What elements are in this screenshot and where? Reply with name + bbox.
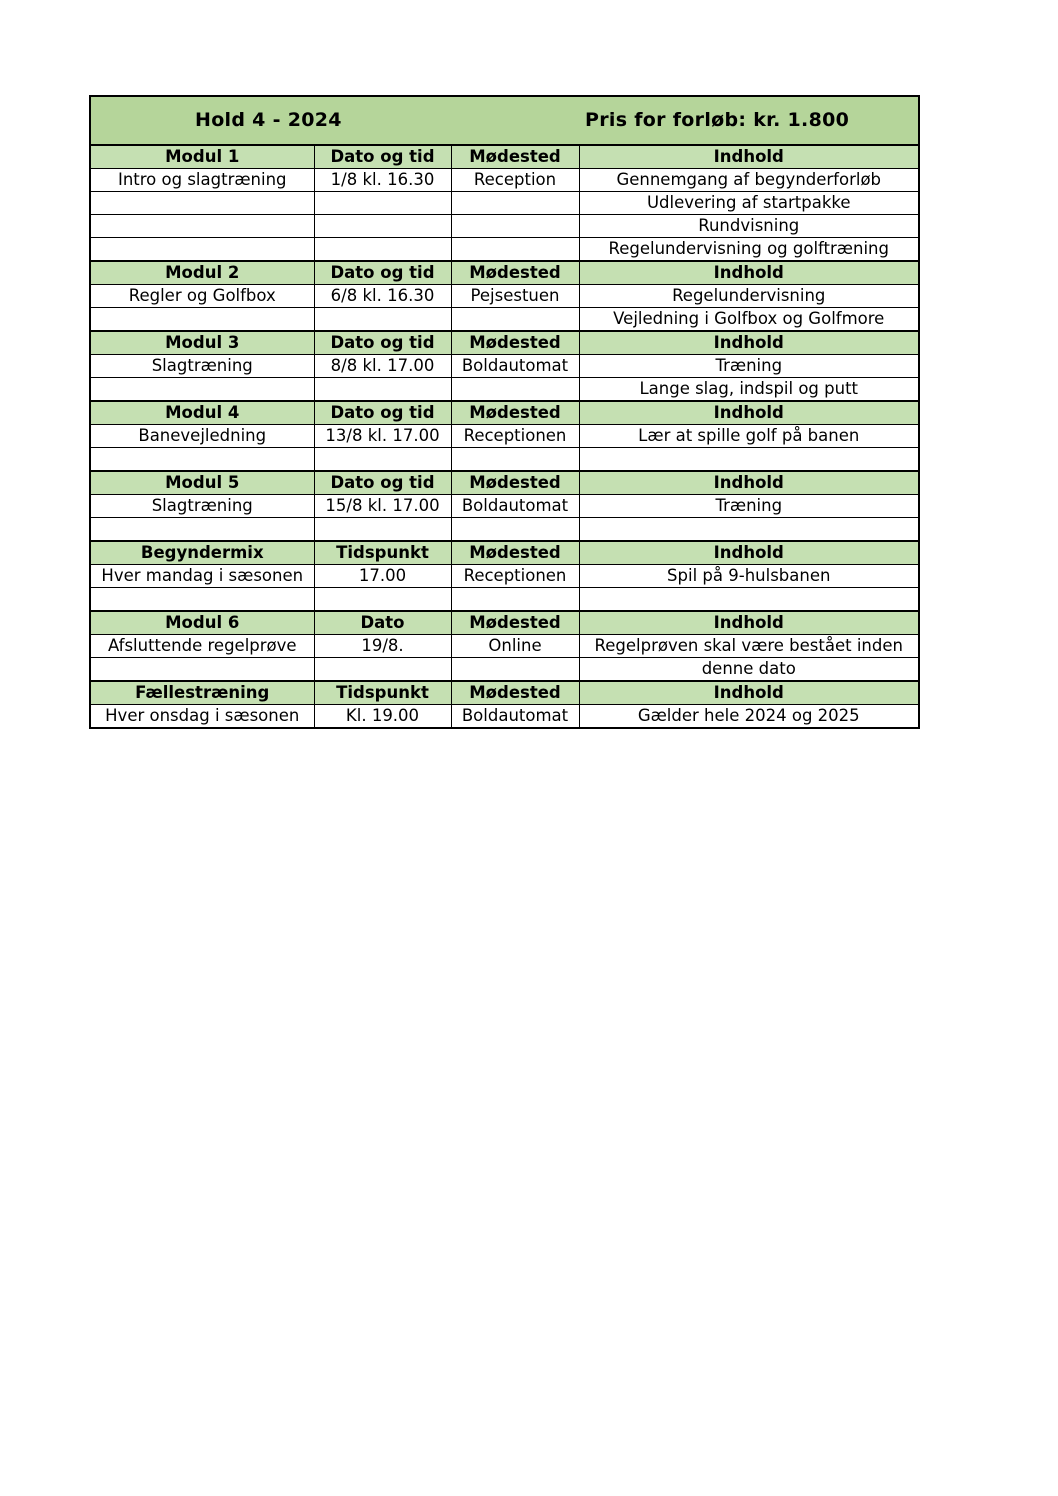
cell-module [91,588,314,612]
table-row [91,448,918,472]
header-cell-meeting-place: Mødested [451,611,579,635]
section-header-row [91,471,918,495]
cell-meeting-place [451,448,579,472]
cell-module [91,448,314,472]
cell-content: Træning [579,495,918,518]
cell-content: Regelundervisning [579,285,918,308]
cell-meeting-place: Boldautomat [451,355,579,378]
table-row [91,518,918,542]
cell-date-time [314,518,451,542]
cell-meeting-place: Boldautomat [451,495,579,518]
cell-date-time: 17.00 [314,565,451,588]
section-header-row [91,331,918,355]
cell-content: denne dato [579,658,918,682]
cell-module [91,518,314,542]
cell-module: Hver mandag i sæsonen [91,565,314,588]
cell-content: Spil på 9-hulsbanen [579,565,918,588]
cell-content: Træning [579,355,918,378]
schedule-table [91,146,918,727]
cell-meeting-place [451,215,579,238]
header-cell-meeting-place: Mødested [451,471,579,495]
header-cell-meeting-place: Mødested [451,681,579,705]
table-row [91,355,918,378]
header-cell-content: Indhold [579,471,918,495]
header-cell-date-time: Dato og tid [314,261,451,285]
cell-module: Intro og slagtræning [91,169,314,192]
cell-content: Vejledning i Golfbox og Golfmore [579,308,918,332]
table-row [91,215,918,238]
table-row [91,658,918,682]
table-row [91,378,918,402]
header-cell-content: Indhold [579,681,918,705]
cell-meeting-place [451,378,579,402]
cell-date-time [314,308,451,332]
cell-meeting-place: Online [451,635,579,658]
schedule-sheet [89,95,920,729]
cell-content [579,448,918,472]
header-cell-content: Indhold [579,331,918,355]
table-row [91,588,918,612]
cell-date-time [314,588,451,612]
header-cell-date-time: Dato og tid [314,146,451,169]
cell-date-time: 8/8 kl. 17.00 [314,355,451,378]
header-cell-date-time: Tidspunkt [314,681,451,705]
cell-date-time [314,192,451,215]
cell-meeting-place [451,518,579,542]
cell-content: Udlevering af startpakke [579,192,918,215]
section-header-row [91,261,918,285]
cell-date-time [314,238,451,262]
cell-meeting-place [451,192,579,215]
header-cell-content: Indhold [579,146,918,169]
cell-date-time [314,215,451,238]
header-cell-module: Modul 2 [91,261,314,285]
table-row [91,169,918,192]
cell-module: Afsluttende regelprøve [91,635,314,658]
header-cell-date-time: Dato og tid [314,331,451,355]
section-header-row [91,401,918,425]
cell-module [91,658,314,682]
cell-meeting-place [451,658,579,682]
header-cell-content: Indhold [579,541,918,565]
cell-date-time: Kl. 19.00 [314,705,451,728]
header-cell-date-time: Dato [314,611,451,635]
cell-content: Regelprøven skal være bestået inden [579,635,918,658]
header-cell-module: Modul 3 [91,331,314,355]
header-cell-module: Fællestræning [91,681,314,705]
cell-module [91,308,314,332]
cell-content: Lange slag, indspil og putt [579,378,918,402]
cell-module: Hver onsdag i sæsonen [91,705,314,728]
cell-date-time: 13/8 kl. 17.00 [314,425,451,448]
header-cell-content: Indhold [579,401,918,425]
header-cell-date-time: Dato og tid [314,401,451,425]
header-cell-module: Begyndermix [91,541,314,565]
team-title: Hold 4 - 2024 [195,109,342,131]
cell-meeting-place [451,308,579,332]
table-row [91,308,918,332]
header-cell-meeting-place: Mødested [451,331,579,355]
cell-module [91,215,314,238]
cell-module [91,238,314,262]
cell-content: Gennemgang af begynderforløb [579,169,918,192]
table-row [91,285,918,308]
table-row [91,705,918,728]
cell-meeting-place [451,588,579,612]
header-cell-content: Indhold [579,261,918,285]
cell-date-time [314,448,451,472]
table-row [91,565,918,588]
cell-module: Banevejledning [91,425,314,448]
section-header-row [91,146,918,169]
header-cell-module: Modul 6 [91,611,314,635]
cell-date-time: 1/8 kl. 16.30 [314,169,451,192]
cell-content [579,518,918,542]
cell-date-time: 15/8 kl. 17.00 [314,495,451,518]
header-cell-content: Indhold [579,611,918,635]
cell-content: Regelundervisning og golftræning [579,238,918,262]
header-cell-module: Modul 1 [91,146,314,169]
header-cell-module: Modul 5 [91,471,314,495]
table-row [91,425,918,448]
price-title: Pris for forløb: kr. 1.800 [585,109,850,131]
cell-module [91,192,314,215]
table-row [91,635,918,658]
section-header-row [91,611,918,635]
header-cell-meeting-place: Mødested [451,401,579,425]
cell-date-time: 6/8 kl. 16.30 [314,285,451,308]
cell-date-time [314,378,451,402]
cell-content: Gælder hele 2024 og 2025 [579,705,918,728]
title-bar [91,97,918,146]
table-row [91,238,918,262]
table-row [91,495,918,518]
cell-date-time: 19/8. [314,635,451,658]
section-header-row [91,681,918,705]
cell-meeting-place: Receptionen [451,425,579,448]
cell-meeting-place: Boldautomat [451,705,579,728]
cell-module: Slagtræning [91,495,314,518]
cell-meeting-place: Receptionen [451,565,579,588]
header-cell-module: Modul 4 [91,401,314,425]
header-cell-meeting-place: Mødested [451,541,579,565]
header-cell-meeting-place: Mødested [451,261,579,285]
section-header-row [91,541,918,565]
cell-meeting-place: Reception [451,169,579,192]
cell-content: Lær at spille golf på banen [579,425,918,448]
header-cell-date-time: Dato og tid [314,471,451,495]
header-cell-date-time: Tidspunkt [314,541,451,565]
cell-content [579,588,918,612]
cell-module: Regler og Golfbox [91,285,314,308]
cell-meeting-place: Pejsestuen [451,285,579,308]
cell-module [91,378,314,402]
table-row [91,192,918,215]
cell-date-time [314,658,451,682]
header-cell-meeting-place: Mødested [451,146,579,169]
cell-module: Slagtræning [91,355,314,378]
cell-content: Rundvisning [579,215,918,238]
cell-meeting-place [451,238,579,262]
